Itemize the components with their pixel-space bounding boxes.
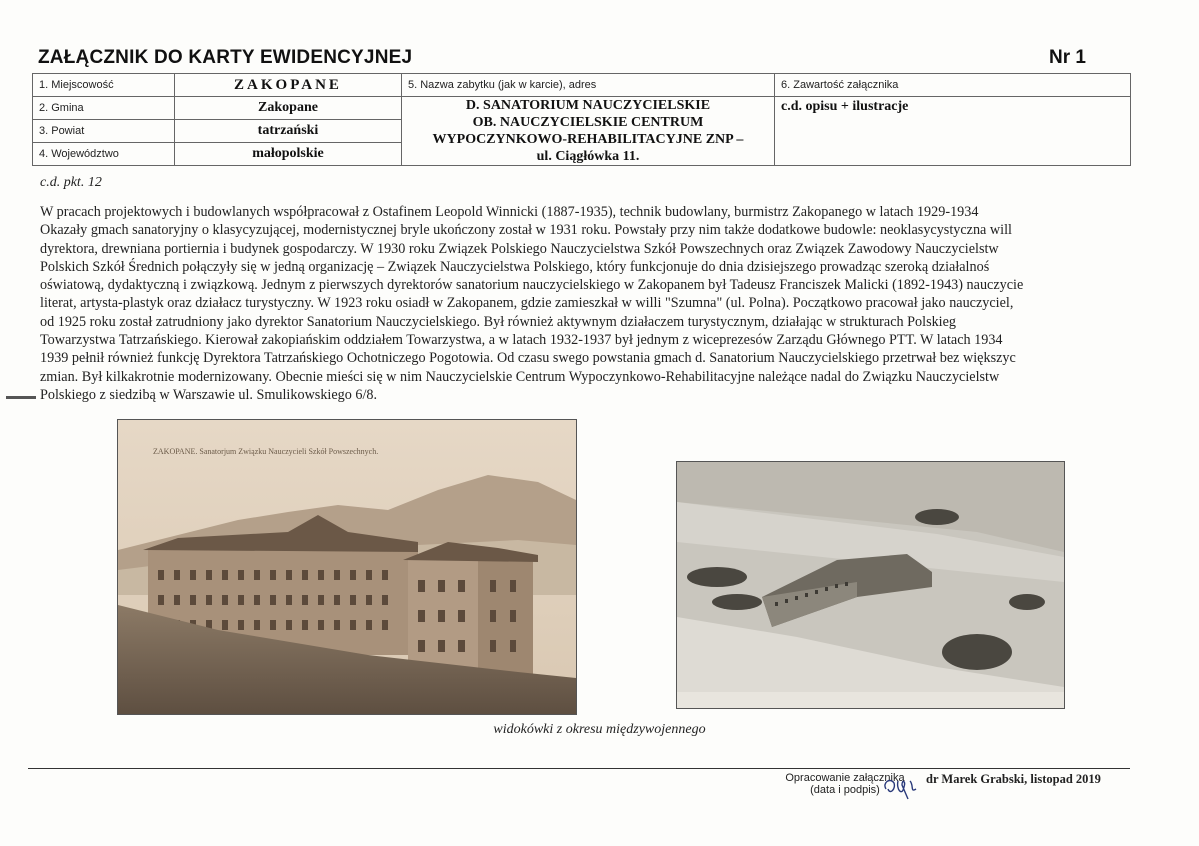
postcard-photo-front-view <box>117 419 577 715</box>
registry-form-table <box>32 73 1131 166</box>
field-5-value <box>402 97 775 166</box>
author-and-date: dr Marek Grabski, listopad 2019 <box>926 772 1101 786</box>
field-3-value: tatrzański <box>175 120 402 143</box>
field-2-label: 2. Gmina <box>33 97 175 120</box>
postcard-1-caption: ZAKOPANE. Sanatorjum Związku Nauczycieli Szkół Powszechnych. <box>153 447 379 456</box>
postcard-photo-aerial-view <box>676 461 1065 709</box>
monument-name-line-1: D. SANATORIUM NAUCZYCIELSKIE <box>465 98 711 113</box>
photos-caption: widokówki z okresu międzywojennego <box>493 722 706 737</box>
field-3-label: 3. Powiat <box>33 120 175 143</box>
scan-mark <box>6 396 36 399</box>
field-6-label: 6. Zawartość załącznika <box>775 74 1131 97</box>
description-text: W pracach projektowych i budowlanych współpracował z Ostafinem Leopold Winnicki (1887-1935), technik budowlany, burmistrz Zakopanego w latach 1929-1934 Okazały gmach sanatoryjny o klasycyzującej, modernistycznej bryle ukończony został w 1931 roku. Powstały przy nim także dodatkowe budowle: neoklasycystyczna will dyrektora, drewniana portiernia i budynek gospodarczy. W 1930 roku Związek Polskiego Nauczycielstwa Szkół Powszechnych oraz Związek Zawodowy Nauczycielstw Polskich Szkół Średnich połączyły się w jedną organizację – Związek Nauczycielstwa Polskiego, który funkcjonuje do dnia dzisiejszego prowadząc szeroką działalnoś oświatową, dydaktyczną i związkową. Jednym z pierwszych dyrektorów sanatorium nauczycielskiego w Zakopanem był Tadeusz Franciszek Malicki (1892-1943) nauczycie literat, artysta-plastyk oraz działacz turystyczny. W 1923 roku osiadł w Zakopanem, gdzie zamieszkał w willi "Szumna" (ul. Polna). Początkowo pracował jako nauczyciel, od 1925 roku został zatrudniony jako dyrektor Sanatorium Nauczycielskiego. Był również aktywnym działaczem turystycznym, działając w strukturach Polskieg Towarzystwa Tatrzańskiego. Kierował zakopiańskim oddziałem Towarzystwa, a w latach 1932-1937 był jednym z wiceprezesów Zarządu Głównego PTT. W latach 1934 1939 pełnił również funkcję Dyrektora Tatrzańskiego Ochotniczego Pogotowia. Od czasu swego powstania gmach d. Sanatorium Nauczycielskiego przetrwał bez większyc zmian. Był kilkakrotnie modernizowany. Obecnie mieści się w nim Nauczycielskie Centrum Wypoczynkowo-Rehabilitacyjne należące nadal do Związku Nauczycielstw Polskiego z siedzibą w Warszawie ul. Smulikowskiego 6/8. <box>40 204 1024 403</box>
field-4-label: 4. Województwo <box>33 143 175 166</box>
field-1-value: ZAKOPANE <box>175 74 402 97</box>
footer-divider <box>28 768 1130 769</box>
monument-name-line-2: OB. NAUCZYCIELSKIE CENTRUM <box>472 115 704 130</box>
field-2-value: Zakopane <box>175 97 402 120</box>
preparation-label-line-1: Opracowanie załącznika <box>785 772 905 784</box>
field-1-label: 1. Miejscowość <box>33 74 175 97</box>
monument-address-line: ul. Ciągłówka 11. <box>536 149 640 164</box>
handwritten-signature <box>880 775 920 806</box>
preparation-label-line-2: (data i podpis) <box>810 784 880 796</box>
sanatorium-aerial-image <box>677 462 1064 708</box>
field-5-label: 5. Nazwa zabytku (jak w karcie), adres <box>402 74 775 97</box>
sanatorium-front-image <box>118 420 576 714</box>
field-4-value: małopolskie <box>175 143 402 166</box>
document-title: ZAŁĄCZNIK DO KARTY EWIDENCYJNEJ <box>38 47 413 68</box>
continuation-label: c.d. pkt. 12 <box>40 175 102 190</box>
field-6-value: c.d. opisu + ilustracje <box>775 97 1131 166</box>
attachment-number: Nr 1 <box>1049 47 1086 68</box>
monument-name-line-3: WYPOCZYNKOWO-REHABILITACYJNE ZNP – <box>432 132 744 147</box>
